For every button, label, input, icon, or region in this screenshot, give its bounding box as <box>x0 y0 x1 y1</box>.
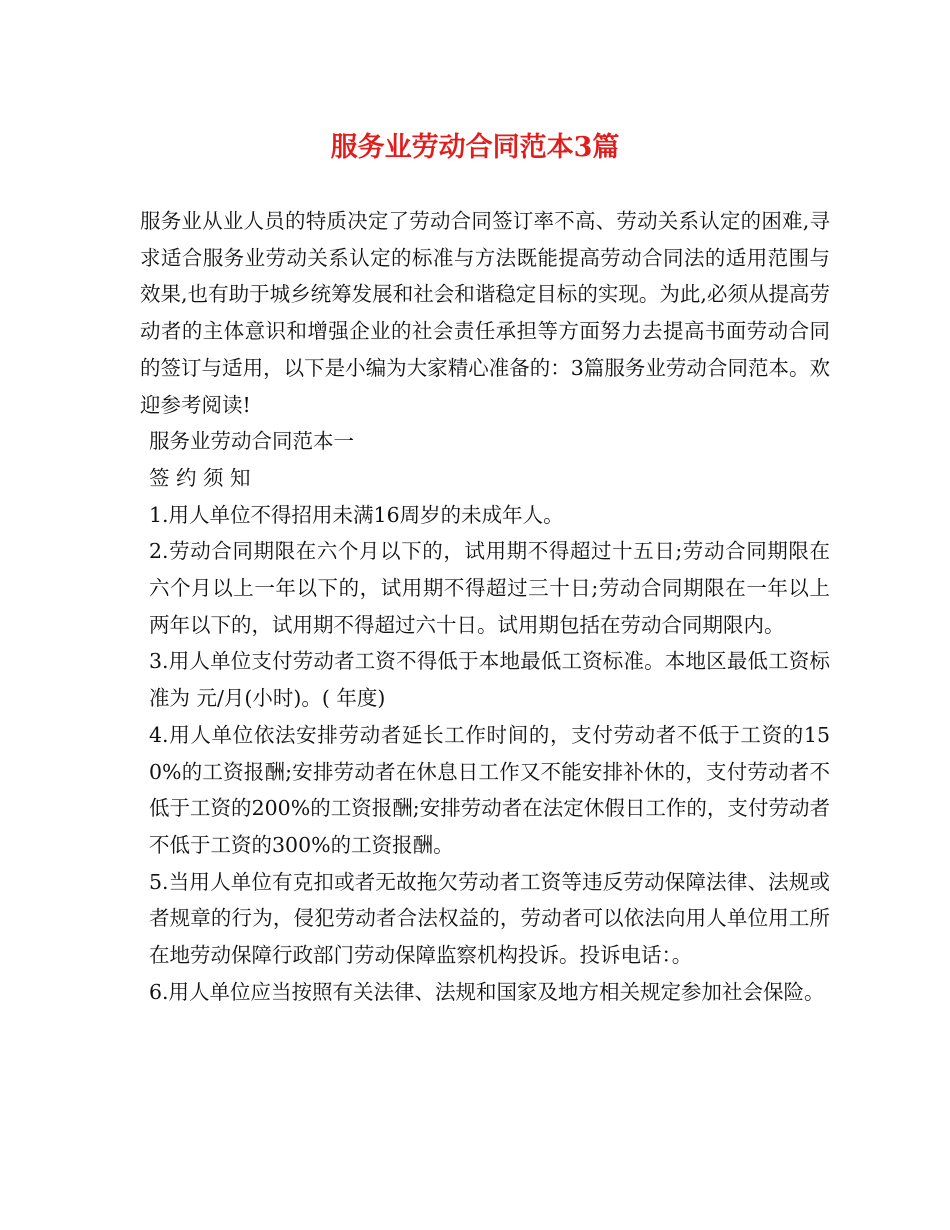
section-title: 服务业劳动合同范本一 <box>149 429 354 454</box>
notice-item-3: 3.用人单位支付劳动者工资不得低于本地最低工资标准。本地区最低工资标准为 元/月(小时)。( 年度) <box>149 649 830 711</box>
intro-paragraph: 服务业从业人员的特质决定了劳动合同签订率不高、劳动关系认定的困难,寻求适合服务业劳动关系认定的标准与方法既能提高劳动合同法的适用范围与效果,也有助于城乡统筹发展和社会和谐稳定目标的实现。为此,必须从提高劳动者的主体意识和增强企业的社会责任承担等方面努力去提高书面劳动合同的签订与适用，以下是小编为大家精心准备的：3篇服务业劳动合同范本。欢迎参考阅读! <box>140 209 830 417</box>
notice-heading: 签 约 须 知 <box>149 465 251 490</box>
document-body <box>140 203 830 1010</box>
document-title: 服务业劳动合同范本3篇 <box>330 132 620 163</box>
notice-item-1: 1.用人单位不得招用未满16周岁的未成年人。 <box>149 502 564 527</box>
notice-item-5: 5.当用人单位有克扣或者无故拖欠劳动者工资等违反劳动保障法律、法规或者规章的行为，侵犯劳动者合法权益的，劳动者可以依法向用人单位用工所在地劳动保障行政部门劳动保障监察机构投诉。投诉电话：。 <box>149 869 830 968</box>
notice-item-4: 4.用人单位依法安排劳动者延长工作时间的，支付劳动者不低于工资的150%的工资报酬;安排劳动者在休息日工作又不能安排补休的，支付劳动者不低于工资的200%的工资报酬;安排劳动者在法定休假日工作的，支付劳动者不低于工资的300%的工资报酬。 <box>149 722 830 857</box>
notice-item-6: 6.用人单位应当按照有关法律、法规和国家及地方相关规定参加社会保险。 <box>149 979 825 1004</box>
notice-item-2: 2.劳动合同期限在六个月以下的，试用期不得超过十五日;劳动合同期限在六个月以上一年以下的，试用期不得超过三十日;劳动合同期限在一年以上两年以下的，试用期不得超过六十日。试用期包括在劳动合同期限内。 <box>149 539 830 637</box>
